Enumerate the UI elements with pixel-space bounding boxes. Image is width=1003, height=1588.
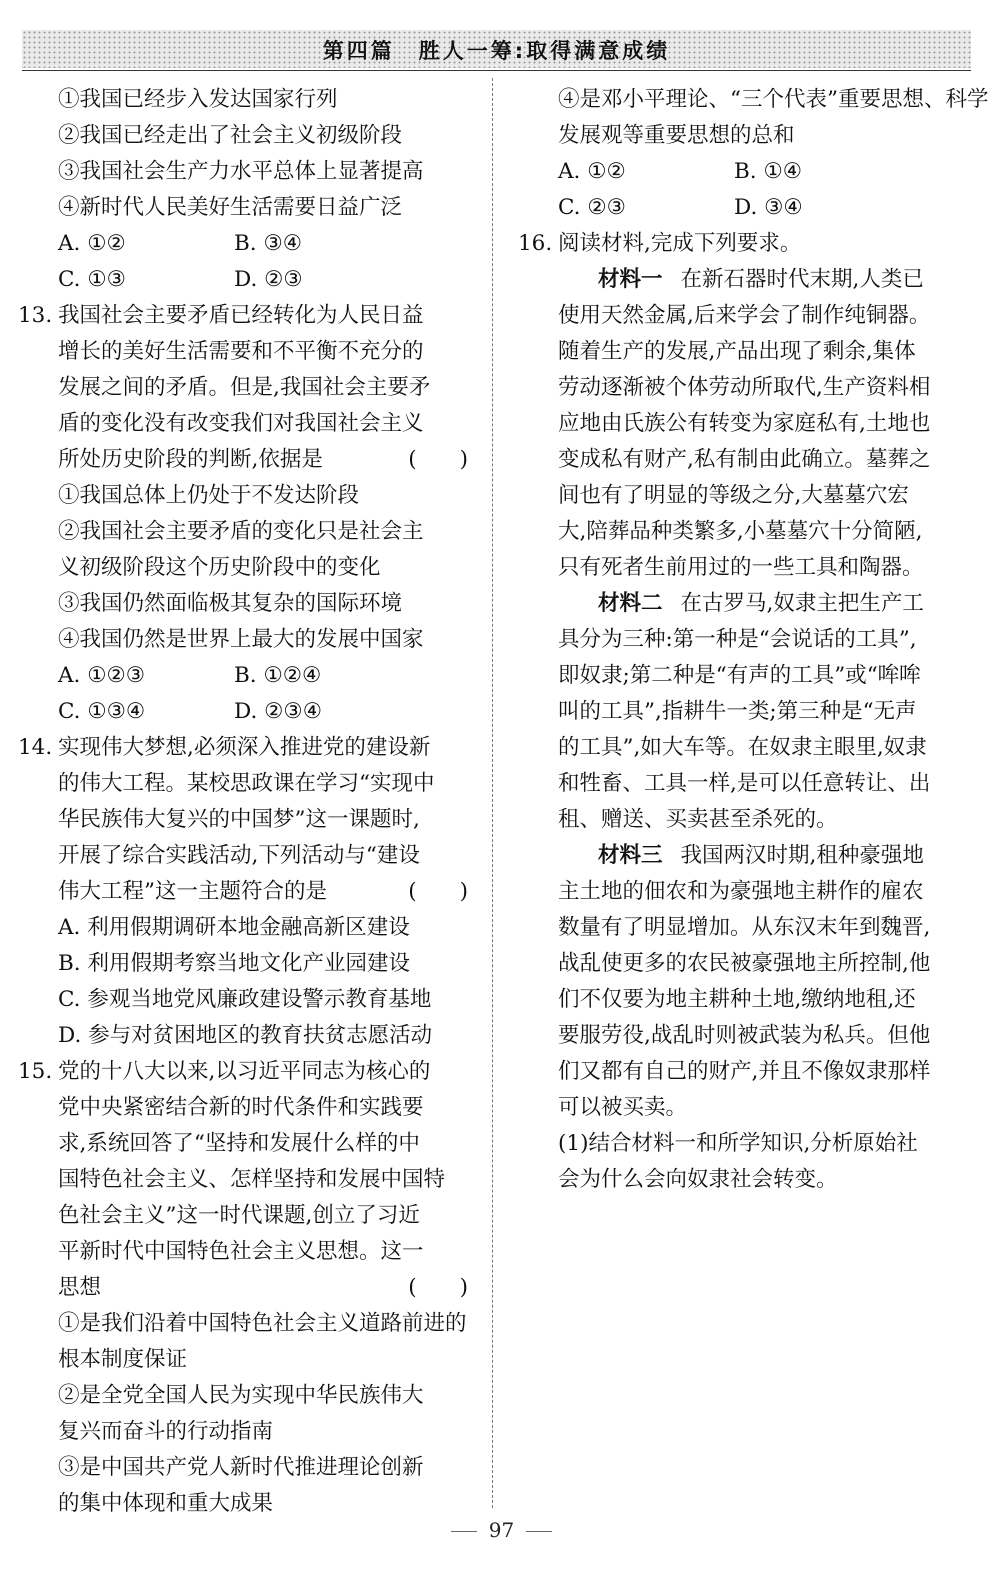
material-1-line: 使用天然金属,后来学会了制作纯铜器。 bbox=[558, 303, 931, 328]
material-1 bbox=[518, 262, 980, 586]
material-3-line: 们不仅要为地主耕种土地,缴纳地租,还 bbox=[558, 987, 916, 1012]
q16-subquestion-1: 会为什么会向奴隶社会转变。 bbox=[558, 1167, 838, 1192]
material-2-line: 在古罗马,奴隶主把生产工 bbox=[680, 591, 924, 616]
material-1-line: 间也有了明显的等级之分,大墓墓穴宏 bbox=[558, 483, 909, 508]
page-number: 97 bbox=[488, 1518, 515, 1542]
q13-item: ②我国社会主要矛盾的变化只是社会主 bbox=[58, 519, 424, 544]
material-2-label: 材料二 bbox=[598, 591, 663, 616]
q15-option-b: B. ①④ bbox=[734, 159, 803, 184]
q14-stem-line: 实现伟大梦想,必须深入推进党的建设新 bbox=[58, 735, 431, 760]
material-1-line: 大,陪葬品种类繁多,小墓墓穴十分简陋, bbox=[558, 519, 923, 544]
q13-stem-line: 所处历史阶段的判断,依据是 bbox=[58, 447, 323, 472]
material-3-line: 主土地的佃农和为豪强地主耕作的雇农 bbox=[558, 879, 924, 904]
material-3-line: 数量有了明显增加。从东汉末年到魏晋, bbox=[558, 915, 931, 940]
material-2-line: 的工具”,如大车等。在奴隶主眼里,奴隶 bbox=[558, 735, 927, 760]
answer-parentheses: ( ) bbox=[408, 1275, 468, 1300]
q15-option-a: A. ①② bbox=[558, 159, 626, 184]
material-1-label: 材料一 bbox=[598, 267, 663, 292]
q15-item: ②是全党全国人民为实现中华民族伟大 bbox=[58, 1383, 424, 1408]
material-3-label: 材料三 bbox=[598, 843, 663, 868]
q13-item: 义初级阶段这个历史阶段中的变化 bbox=[58, 555, 381, 580]
q15-stem-line: 思想 bbox=[58, 1275, 102, 1300]
q15-options-row bbox=[518, 154, 980, 190]
q14-option: B. 利用假期考察当地文化产业园建设 bbox=[58, 951, 410, 976]
q14-number: 14. bbox=[18, 735, 53, 760]
material-1-line: 在新石器时代末期,人类已 bbox=[680, 267, 924, 292]
material-2-line: 租、赠送、买卖甚至杀死的。 bbox=[558, 807, 838, 832]
question-16 bbox=[518, 226, 980, 1198]
q13-stem-line: 我国社会主要矛盾已经转化为人民日益 bbox=[58, 303, 424, 328]
question-14 bbox=[18, 730, 480, 1054]
footer-dash-right bbox=[526, 1531, 552, 1532]
material-2 bbox=[518, 586, 980, 838]
material-3 bbox=[518, 838, 980, 1126]
q13-item: ①我国总体上仍处于不发达阶段 bbox=[58, 483, 360, 508]
q13-item: ④我国仍然是世界上最大的发展中国家 bbox=[58, 627, 424, 652]
q13-option-b: B. ①②④ bbox=[234, 663, 322, 688]
material-3-line: 要服劳役,战乱时则被武装为私兵。但他 bbox=[558, 1023, 931, 1048]
q13-stem-line: 发展之间的矛盾。但是,我国社会主要矛 bbox=[58, 375, 431, 400]
q12-item: ②我国已经走出了社会主义初级阶段 bbox=[58, 123, 403, 148]
q14-stem-line: 伟大工程”这一主题符合的是 bbox=[58, 879, 327, 904]
q13-options-row bbox=[18, 658, 480, 694]
page-footer bbox=[0, 1518, 1003, 1542]
q16-stem: 阅读材料,完成下列要求。 bbox=[558, 231, 802, 256]
material-1-line: 变成私有财产,私有制由此确立。墓葬之 bbox=[558, 447, 931, 472]
q15-stem-line: 色社会主义”这一时代课题,创立了习近 bbox=[58, 1203, 420, 1228]
q15-stem-line: 求,系统回答了“坚持和发展什么样的中 bbox=[58, 1131, 420, 1156]
q12-options-row bbox=[18, 226, 480, 262]
q15-stem-line: 党的十八大以来,以习近平同志为核心的 bbox=[58, 1059, 431, 1084]
q12-item: ③我国社会生产力水平总体上显著提高 bbox=[58, 159, 424, 184]
q15-stem-line: 国特色社会主义、怎样坚持和发展中国特 bbox=[58, 1167, 446, 1192]
q12-option-c: C. ①③ bbox=[58, 267, 126, 292]
q13-option-d: D. ②③④ bbox=[234, 699, 322, 724]
q14-stem-line: 开展了综合实践活动,下列活动与“建设 bbox=[58, 843, 420, 868]
q15-stem-line: 党中央紧密结合新的时代条件和实践要 bbox=[58, 1095, 424, 1120]
material-2-line: 和牲畜、工具一样,是可以任意转让、出 bbox=[558, 771, 931, 796]
q12-item: ①我国已经步入发达国家行列 bbox=[58, 87, 338, 112]
q15-item: ①是我们沿着中国特色社会主义道路前进的 bbox=[58, 1311, 467, 1336]
answer-parentheses: ( ) bbox=[408, 879, 468, 904]
q15-option-d: D. ③④ bbox=[734, 195, 803, 220]
q12-options-row bbox=[18, 262, 480, 298]
material-1-line: 只有死者生前用过的一些工具和陶器。 bbox=[558, 555, 924, 580]
left-column bbox=[18, 82, 480, 1522]
q15-stem-line: 平新时代中国特色社会主义思想。这一 bbox=[58, 1239, 424, 1264]
q15-item: ④是邓小平理论、“三个代表”重要思想、科学 bbox=[558, 87, 989, 112]
q13-option-a: A. ①②③ bbox=[58, 663, 146, 688]
material-3-line: 战乱使更多的农民被豪强地主所控制,他 bbox=[558, 951, 931, 976]
question-13 bbox=[18, 298, 480, 730]
q12-option-a: A. ①② bbox=[58, 231, 126, 256]
q15-number: 15. bbox=[18, 1059, 53, 1084]
material-3-line: 可以被买卖。 bbox=[558, 1095, 688, 1120]
q12-option-d: D. ②③ bbox=[234, 267, 303, 292]
q13-stem-line: 盾的变化没有改变我们对我国社会主义 bbox=[58, 411, 424, 436]
q16-subquestion-1: (1)结合材料一和所学知识,分析原始社 bbox=[558, 1131, 918, 1156]
header-title: 第四篇 胜人一筹:取得满意成绩 bbox=[322, 39, 671, 63]
q14-option: D. 参与对贫困地区的教育扶贫志愿活动 bbox=[58, 1023, 433, 1048]
footer-dash-left bbox=[451, 1531, 477, 1532]
q14-option: A. 利用假期调研本地金融高新区建设 bbox=[58, 915, 410, 940]
material-1-line: 随着生产的发展,产品出现了剩余,集体 bbox=[558, 339, 916, 364]
q13-number: 13. bbox=[18, 303, 53, 328]
q15-item: 的集中体现和重大成果 bbox=[58, 1491, 274, 1516]
material-3-line: 我国两汉时期,租种豪强地 bbox=[680, 843, 924, 868]
q12-option-b: B. ③④ bbox=[234, 231, 303, 256]
q15-item: ③是中国共产党人新时代推进理论创新 bbox=[58, 1455, 424, 1480]
q14-stem-line: 的伟大工程。某校思政课在学习“实现中 bbox=[58, 771, 435, 796]
q13-options-row bbox=[18, 694, 480, 730]
q13-stem-line: 增长的美好生活需要和不平衡不充分的 bbox=[58, 339, 424, 364]
q16-number: 16. bbox=[518, 231, 553, 256]
question-15 bbox=[18, 1054, 480, 1522]
q12-items bbox=[18, 82, 480, 226]
material-1-line: 应地由氏族公有转变为家庭私有,土地也 bbox=[558, 411, 931, 436]
q13-option-c: C. ①③④ bbox=[58, 699, 146, 724]
material-3-line: 们又都有自己的财产,并且不像奴隶那样 bbox=[558, 1059, 931, 1084]
answer-parentheses: ( ) bbox=[408, 447, 468, 472]
page-header bbox=[22, 30, 971, 68]
q12-item: ④新时代人民美好生活需要日益广泛 bbox=[58, 195, 403, 220]
q13-item: ③我国仍然面临极其复杂的国际环境 bbox=[58, 591, 403, 616]
q15-item: 发展观等重要思想的总和 bbox=[558, 123, 795, 148]
material-1-line: 劳动逐渐被个体劳动所取代,生产资料相 bbox=[558, 375, 931, 400]
q15-options-row bbox=[518, 190, 980, 226]
q15-option-c: C. ②③ bbox=[558, 195, 626, 220]
header-rule bbox=[22, 70, 971, 71]
q15-item: 根本制度保证 bbox=[58, 1347, 188, 1372]
material-2-line: 即奴隶;第二种是“有声的工具”或“哞哞 bbox=[558, 663, 921, 688]
material-2-line: 具分为三种:第一种是“会说话的工具”, bbox=[558, 627, 917, 652]
right-column bbox=[518, 82, 989, 1198]
q14-stem-line: 华民族伟大复兴的中国梦”这一课题时, bbox=[58, 807, 420, 832]
material-2-line: 叫的工具”,指耕牛一类;第三种是“无声 bbox=[558, 699, 917, 724]
q14-option: C. 参观当地党风廉政建设警示教育基地 bbox=[58, 987, 432, 1012]
column-divider bbox=[492, 78, 493, 1508]
q15-item: 复兴而奋斗的行动指南 bbox=[58, 1419, 274, 1444]
